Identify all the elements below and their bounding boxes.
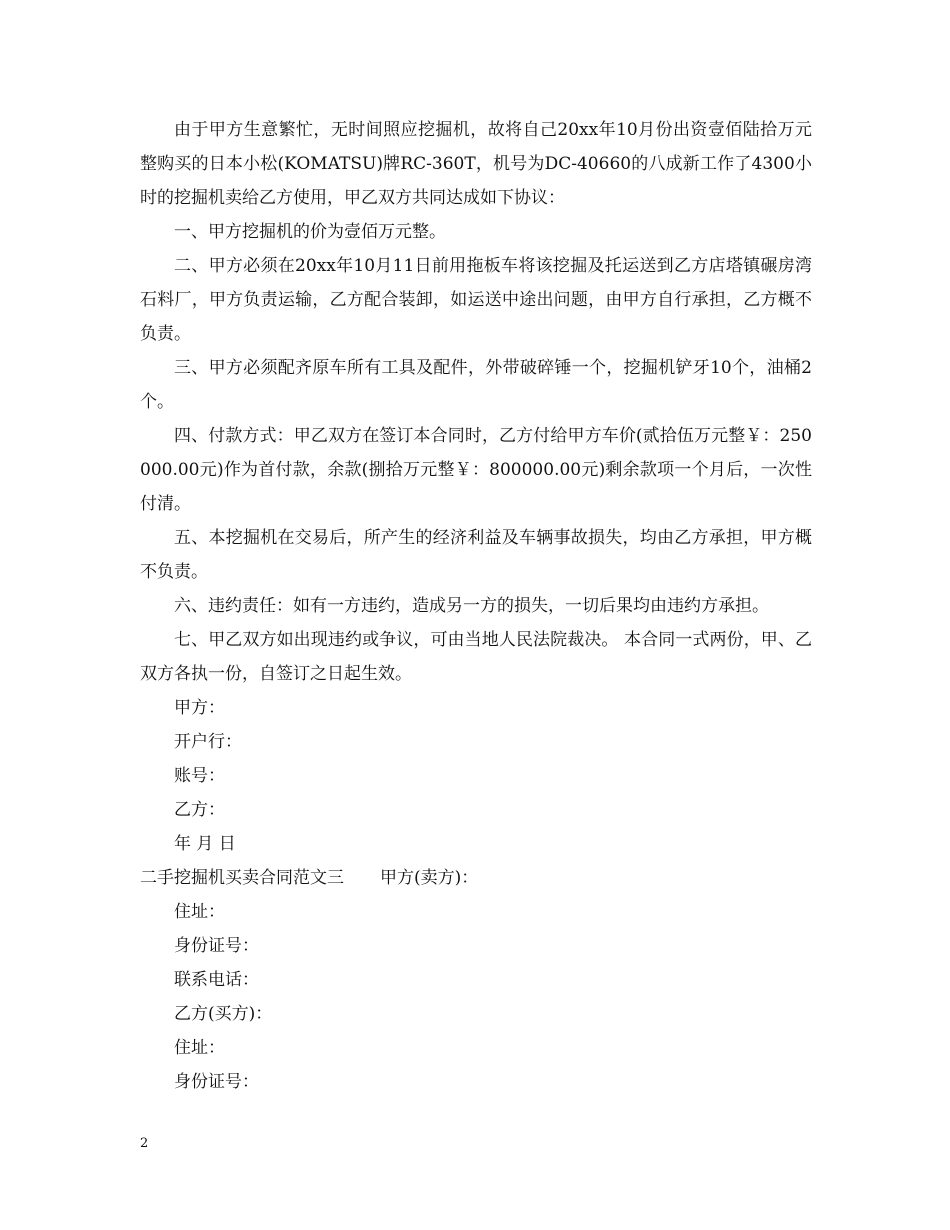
clause-1: 一、甲方挖掘机的价为壹佰万元整。 (174, 222, 446, 242)
signature-date: 年 月 日 (174, 834, 236, 854)
signature-bank: 开户行： (174, 732, 242, 752)
seller-phone: 联系电话： (174, 970, 259, 990)
page-number: 2 (140, 1136, 149, 1151)
buyer-id-number: 身份证号： (174, 1072, 259, 1092)
seller-address: 住址： (174, 902, 225, 922)
signature-party-a: 甲方： (174, 698, 225, 718)
clause-4: 四、付款方式：甲乙双方在签订本合同时，乙方付给甲方车价(贰拾伍万元整￥：250000.00元)作为首付款，余款(捌拾万元整￥：800000.00元)剩余款项一个月后，一次性付清。 (140, 426, 812, 514)
clause-5: 五、本挖掘机在交易后，所产生的经济利益及车辆事故损失，均由乙方承担，甲方概不负责。 (140, 528, 812, 582)
buyer-label: 乙方(买方)： (174, 1004, 273, 1024)
contract-body (140, 113, 812, 1099)
signature-account: 账号： (174, 766, 225, 786)
clause-6: 六、违约责任：如有一方违约，造成另一方的损失，一切后果均由违约方承担。 (174, 596, 769, 616)
clause-7: 七、甲乙双方如出现违约或争议，可由当地人民法院裁决。 本合同一式两份，甲、乙双方各执一份，自签订之日起生效。 (140, 630, 812, 684)
buyer-address: 住址： (174, 1038, 225, 1058)
section-three-title: 二手挖掘机买卖合同范文三 (140, 868, 344, 888)
clause-2: 二、甲方必须在20xx年10月11日前用拖板车将该挖掘及托运送到乙方店塔镇碾房湾石料厂，甲方负责运输，乙方配合装卸，如运送中途出问题，由甲方自行承担，乙方概不负责。 (140, 256, 812, 344)
intro-paragraph: 由于甲方生意繁忙，无时间照应挖掘机，故将自己20xx年10月份出资壹佰陆拾万元整购买的日本小松(KOMATSU)牌RC-360T，机号为DC-40660的八成新工作了4300小时的挖掘机卖给乙方使用，甲乙双方共同达成如下协议： (140, 120, 812, 208)
signature-party-b: 乙方： (174, 800, 225, 820)
seller-label: 甲方(卖方)： (380, 868, 479, 888)
section-three-heading (140, 861, 812, 895)
clause-3: 三、甲方必须配齐原车所有工具及配件，外带破碎锤一个，挖掘机铲牙10个，油桶2个。 (140, 358, 812, 412)
seller-id-number: 身份证号： (174, 936, 259, 956)
